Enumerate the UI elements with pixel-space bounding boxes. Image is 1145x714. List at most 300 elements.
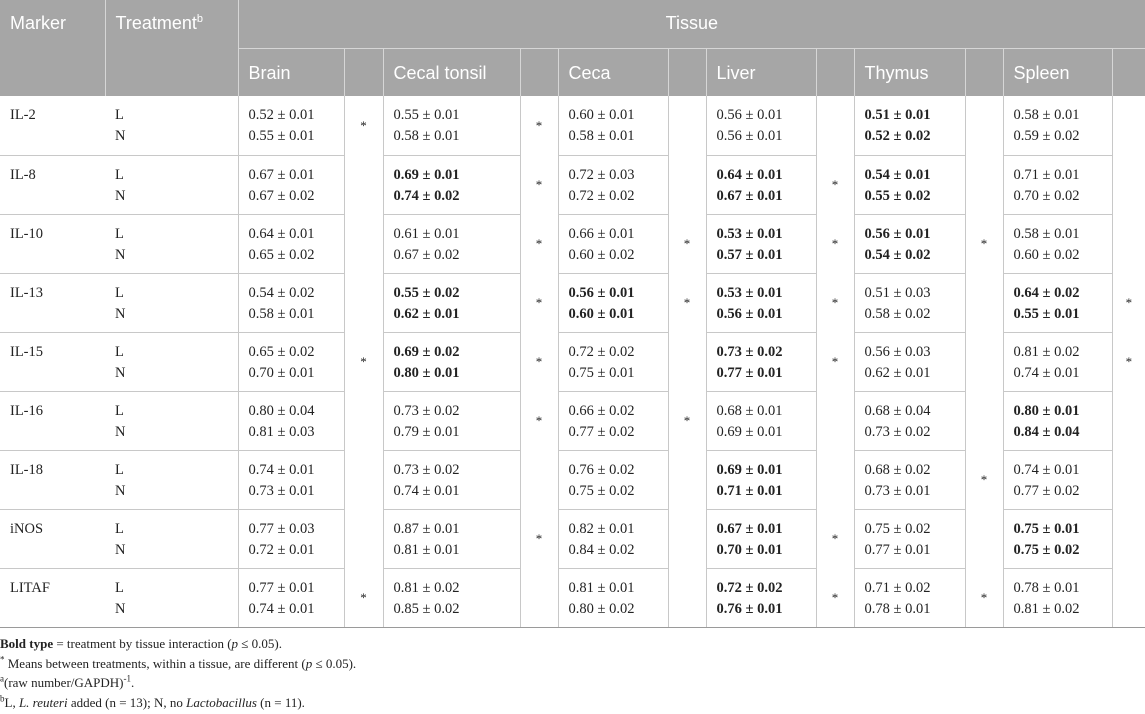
significance-cell [1112, 332, 1145, 391]
header-tissue: Tissue [238, 0, 1145, 48]
mean-se-value: 0.53 ± 0.01 [716, 225, 783, 242]
value-cell-spleen [1003, 568, 1112, 627]
footnote-a: $^a$(raw number/GAPDH)$^{-1}$. [0, 673, 135, 690]
header-treatment: Treatment$^b$ [105, 0, 238, 96]
value-cell-liver [706, 155, 816, 214]
significance-cell [520, 214, 558, 273]
significance-star: * [535, 236, 543, 251]
header-significance-spleen [1112, 48, 1145, 96]
significance-cell [520, 450, 558, 509]
treatment-cell [105, 391, 238, 450]
mean-se-value: 0.55 ± 0.01 [393, 107, 460, 123]
significance-cell [668, 450, 706, 509]
header-significance-thymus [965, 48, 1003, 96]
significance-cell [965, 332, 1003, 391]
significance-cell [344, 568, 383, 627]
table-row [0, 509, 1145, 568]
significance-star: * [360, 118, 367, 133]
mean-se-value: 0.69 ± 0.01 [716, 423, 783, 440]
treatment-label: N [115, 246, 126, 263]
header-significance-cecal-tonsil [520, 48, 558, 96]
value-cell-liver [706, 273, 816, 332]
treatment-cell [105, 273, 238, 332]
mean-se-value: 0.53 ± 0.01 [716, 284, 783, 301]
significance-cell [668, 96, 706, 155]
value-cell-cecal-tonsil [383, 568, 520, 627]
mean-se-value: 0.59 ± 0.02 [1013, 128, 1080, 144]
mean-se-value: 0.69 ± 0.01 [716, 461, 783, 478]
mean-se-value: 0.70 ± 0.02 [1013, 187, 1080, 204]
mean-se-value: 0.73 ± 0.02 [864, 423, 931, 440]
significance-cell [1112, 214, 1145, 273]
significance-cell [1112, 155, 1145, 214]
mean-se-value: 0.69 ± 0.02 [393, 343, 460, 360]
mean-se-value: 0.77 ± 0.02 [568, 423, 635, 440]
value-cell-brain [238, 273, 344, 332]
mean-se-value: 0.55 ± 0.01 [1013, 305, 1080, 322]
mean-se-value: 0.64 ± 0.01 [248, 225, 315, 242]
value-cell-spleen [1003, 450, 1112, 509]
mean-se-value: 0.80 ± 0.01 [393, 364, 460, 381]
mean-se-value: 0.73 ± 0.01 [248, 482, 315, 499]
significance-cell [965, 214, 1003, 273]
footnote-b-ref: b [196, 13, 203, 25]
significance-cell [344, 214, 383, 273]
value-cell-cecal-tonsil [383, 391, 520, 450]
treatment-label: L [115, 520, 124, 537]
header-significance-ceca [668, 48, 706, 96]
value-cell-cecal-tonsil [383, 509, 520, 568]
mean-se-value: 0.60 ± 0.01 [568, 107, 635, 123]
significance-cell [816, 214, 854, 273]
mean-se-value: 0.66 ± 0.02 [568, 402, 635, 419]
mean-se-value: 0.58 ± 0.01 [1013, 225, 1080, 242]
mean-se-value: 0.56 ± 0.01 [568, 284, 635, 301]
value-cell-thymus [854, 214, 965, 273]
marker-cell: iNOS [0, 509, 105, 568]
header-tissue-spleen: Spleen [1003, 48, 1112, 96]
value-cell-thymus [854, 155, 965, 214]
value-cell-brain [238, 568, 344, 627]
marker-cell: IL-16 [0, 391, 105, 450]
mean-se-value: 0.52 ± 0.01 [248, 107, 315, 123]
mean-se-value: 0.78 ± 0.01 [1013, 579, 1080, 596]
header-tissue-ceca: Ceca [558, 48, 668, 96]
treatment-label: N [115, 482, 126, 499]
value-cell-cecal-tonsil [383, 332, 520, 391]
value-cell-ceca [558, 391, 668, 450]
significance-star: * [535, 177, 543, 192]
significance-star: * [535, 413, 543, 428]
mean-se-value: 0.65 ± 0.02 [248, 246, 315, 263]
value-cell-liver [706, 509, 816, 568]
significance-cell [816, 155, 854, 214]
footnote-star: * Means between treatments, within a tissue, are different (p ≤ 0.05). [0, 654, 357, 671]
treatment-label: N [115, 423, 126, 440]
mean-se-value: 0.77 ± 0.03 [248, 520, 315, 537]
mean-se-value: 0.74 ± 0.02 [393, 187, 460, 204]
table-row [0, 96, 1145, 155]
marker-cell: IL-13 [0, 273, 105, 332]
table-row [0, 450, 1145, 509]
significance-cell [520, 391, 558, 450]
mean-se-value: 0.80 ± 0.01 [1013, 402, 1080, 419]
value-cell-thymus [854, 391, 965, 450]
significance-star: * [831, 354, 839, 369]
significance-star: * [683, 413, 691, 428]
significance-star: * [1125, 295, 1133, 310]
mean-se-value: 0.76 ± 0.01 [716, 600, 783, 617]
value-cell-ceca [558, 450, 668, 509]
value-cell-ceca [558, 214, 668, 273]
marker-cell: IL-18 [0, 450, 105, 509]
significance-star: * [360, 354, 367, 369]
marker-cell: IL-8 [0, 155, 105, 214]
value-cell-thymus [854, 450, 965, 509]
significance-star: * [535, 531, 543, 546]
footnote-b: $^b$L, L. reuteri added (n = 13); N, no Lactobacillus (n = 11). [0, 693, 305, 710]
mean-se-value: 0.73 ± 0.02 [393, 461, 460, 478]
significance-cell [816, 450, 854, 509]
treatment-label: N [115, 541, 126, 558]
mean-se-value: 0.82 ± 0.01 [568, 520, 635, 537]
value-cell-brain [238, 332, 344, 391]
mean-se-value: 0.84 ± 0.04 [1013, 423, 1080, 440]
mean-se-value: 0.81 ± 0.02 [1013, 600, 1080, 617]
mean-se-value: 0.72 ± 0.03 [568, 166, 635, 183]
value-cell-spleen [1003, 155, 1112, 214]
significance-star: * [683, 236, 691, 251]
mean-se-value: 0.87 ± 0.01 [393, 520, 460, 537]
marker-cell: IL-2 [0, 96, 105, 155]
treatment-cell [105, 214, 238, 273]
marker-cell: IL-15 [0, 332, 105, 391]
header-tissue-cecal-tonsil: Cecal tonsil [383, 48, 520, 96]
header-significance-liver [816, 48, 854, 96]
significance-cell [668, 214, 706, 273]
mean-se-value: 0.67 ± 0.01 [716, 187, 783, 204]
mean-se-value: 0.60 ± 0.01 [568, 305, 635, 322]
significance-star: * [360, 589, 367, 605]
treatment-cell [105, 96, 238, 155]
treatment-cell [105, 568, 238, 627]
mean-se-value: 0.58 ± 0.01 [248, 305, 315, 322]
mean-se-value: 0.80 ± 0.04 [248, 402, 315, 419]
significance-star: * [831, 177, 839, 192]
treatment-cell [105, 450, 238, 509]
mean-se-value: 0.74 ± 0.01 [1013, 364, 1080, 381]
value-cell-cecal-tonsil [383, 273, 520, 332]
significance-cell [344, 509, 383, 568]
treatment-label: L [115, 579, 124, 596]
value-cell-spleen [1003, 273, 1112, 332]
mean-se-value: 0.55 ± 0.02 [864, 187, 931, 204]
significance-cell [1112, 450, 1145, 509]
mean-se-value: 0.81 ± 0.01 [393, 541, 460, 558]
footnote-bold: Bold type = treatment by tissue interaction (p ≤ 0.05). [0, 636, 283, 651]
value-cell-ceca [558, 273, 668, 332]
value-cell-brain [238, 450, 344, 509]
mean-se-value: 0.56 ± 0.01 [864, 225, 931, 242]
mean-se-value: 0.56 ± 0.01 [716, 128, 783, 144]
significance-cell [668, 332, 706, 391]
significance-cell [816, 391, 854, 450]
treatment-label: L [115, 461, 124, 478]
treatment-cell [105, 332, 238, 391]
significance-cell [668, 509, 706, 568]
value-cell-brain [238, 155, 344, 214]
significance-cell [816, 332, 854, 391]
mean-se-value: 0.77 ± 0.01 [864, 541, 931, 558]
mean-se-value: 0.54 ± 0.01 [864, 166, 931, 183]
mean-se-value: 0.81 ± 0.02 [393, 579, 460, 596]
value-cell-liver [706, 568, 816, 627]
value-cell-ceca [558, 96, 668, 155]
mean-se-value: 0.65 ± 0.02 [248, 343, 315, 360]
mean-se-value: 0.58 ± 0.01 [393, 128, 460, 144]
significance-star: * [980, 472, 988, 487]
mean-se-value: 0.66 ± 0.01 [568, 225, 635, 242]
mean-se-value: 0.58 ± 0.02 [864, 305, 931, 322]
mean-se-value: 0.67 ± 0.01 [716, 520, 783, 537]
table-row [0, 332, 1145, 391]
mean-se-value: 0.81 ± 0.02 [1013, 343, 1080, 360]
value-cell-spleen [1003, 509, 1112, 568]
value-cell-cecal-tonsil [383, 96, 520, 155]
table-row [0, 568, 1145, 627]
significance-cell [1112, 568, 1145, 627]
header-tissue-liver: Liver [706, 48, 816, 96]
mean-se-value: 0.68 ± 0.04 [864, 402, 931, 419]
significance-star: * [831, 295, 839, 310]
significance-cell [520, 155, 558, 214]
mean-se-value: 0.64 ± 0.01 [716, 166, 783, 183]
significance-cell [816, 273, 854, 332]
mean-se-value: 0.85 ± 0.02 [393, 600, 460, 617]
value-cell-liver [706, 214, 816, 273]
mean-se-value: 0.52 ± 0.02 [864, 128, 931, 144]
value-cell-brain [238, 391, 344, 450]
mean-se-value: 0.64 ± 0.02 [1013, 284, 1080, 301]
mean-se-value: 0.68 ± 0.01 [716, 402, 783, 419]
significance-star: * [831, 236, 839, 251]
significance-cell [668, 155, 706, 214]
mean-se-value: 0.71 ± 0.01 [716, 482, 783, 499]
mean-se-value: 0.60 ± 0.02 [568, 246, 635, 263]
mean-se-value: 0.70 ± 0.01 [248, 364, 315, 381]
significance-cell [520, 332, 558, 391]
mean-se-value: 0.55 ± 0.02 [393, 284, 460, 301]
mean-se-value: 0.67 ± 0.02 [248, 187, 315, 204]
significance-cell [344, 391, 383, 450]
mean-se-value: 0.67 ± 0.01 [248, 166, 315, 183]
treatment-label: L [115, 343, 124, 360]
mean-se-value: 0.81 ± 0.03 [248, 423, 315, 440]
value-cell-spleen [1003, 391, 1112, 450]
treatment-label: N [115, 187, 126, 204]
value-cell-liver [706, 391, 816, 450]
mean-se-value: 0.78 ± 0.01 [864, 600, 931, 617]
mean-se-value: 0.75 ± 0.02 [568, 482, 635, 499]
significance-cell [965, 568, 1003, 627]
significance-cell [344, 273, 383, 332]
significance-cell [965, 155, 1003, 214]
significance-cell [965, 450, 1003, 509]
mean-se-value: 0.72 ± 0.02 [568, 343, 635, 360]
table-row [0, 391, 1145, 450]
mean-se-value: 0.56 ± 0.01 [716, 107, 783, 123]
significance-cell [668, 273, 706, 332]
significance-cell [816, 568, 854, 627]
mean-se-value: 0.75 ± 0.02 [1013, 541, 1080, 558]
treatment-label: L [115, 225, 124, 242]
significance-star: * [1125, 354, 1133, 369]
significance-cell [344, 450, 383, 509]
significance-star: * [683, 295, 691, 310]
mean-se-value: 0.57 ± 0.01 [716, 246, 783, 263]
significance-cell [965, 509, 1003, 568]
value-cell-thymus [854, 332, 965, 391]
mean-se-value: 0.54 ± 0.02 [864, 246, 931, 263]
table-row [0, 273, 1145, 332]
mean-se-value: 0.79 ± 0.01 [393, 423, 460, 440]
mean-se-value: 0.77 ± 0.01 [248, 579, 315, 596]
mean-se-value: 0.56 ± 0.03 [864, 343, 931, 360]
significance-cell [965, 273, 1003, 332]
mean-se-value: 0.60 ± 0.02 [1013, 246, 1080, 263]
header-tissue-thymus: Thymus [854, 48, 965, 96]
significance-cell [816, 509, 854, 568]
significance-cell [1112, 391, 1145, 450]
value-cell-spleen [1003, 96, 1112, 155]
value-cell-liver [706, 96, 816, 155]
significance-cell [344, 332, 383, 391]
significance-cell [816, 96, 854, 155]
treatment-label: L [115, 284, 124, 301]
significance-star: * [831, 531, 839, 546]
treatment-cell [105, 155, 238, 214]
mean-se-value: 0.69 ± 0.01 [393, 166, 460, 183]
mean-se-value: 0.73 ± 0.02 [716, 343, 783, 360]
treatment-label: L [115, 107, 124, 123]
significance-cell [668, 391, 706, 450]
significance-star: * [831, 589, 839, 605]
mean-se-value: 0.71 ± 0.02 [864, 579, 931, 596]
value-cell-cecal-tonsil [383, 450, 520, 509]
value-cell-liver [706, 332, 816, 391]
mean-se-value: 0.55 ± 0.01 [248, 128, 315, 144]
mean-se-value: 0.73 ± 0.01 [864, 482, 931, 499]
significance-star: * [980, 589, 988, 605]
mean-se-value: 0.74 ± 0.01 [248, 600, 315, 617]
treatment-label: N [115, 128, 126, 144]
treatment-label: N [115, 364, 126, 381]
significance-star: * [980, 236, 988, 251]
significance-cell [1112, 273, 1145, 332]
significance-star: * [535, 354, 543, 369]
mean-se-value: 0.67 ± 0.02 [393, 246, 460, 263]
mean-se-value: 0.74 ± 0.01 [248, 461, 315, 478]
treatment-label: N [115, 305, 126, 322]
header-marker: Marker [0, 0, 105, 96]
significance-star: * [535, 295, 543, 310]
mean-se-value: 0.54 ± 0.02 [248, 284, 315, 301]
treatment-cell [105, 509, 238, 568]
mean-se-value: 0.80 ± 0.02 [568, 600, 635, 617]
significance-cell [965, 391, 1003, 450]
significance-cell [344, 155, 383, 214]
treatment-label: L [115, 402, 124, 419]
mean-se-value: 0.75 ± 0.01 [1013, 520, 1080, 537]
value-cell-cecal-tonsil [383, 214, 520, 273]
mean-se-value: 0.73 ± 0.02 [393, 402, 460, 419]
mean-se-value: 0.72 ± 0.02 [568, 187, 635, 204]
mean-se-value: 0.72 ± 0.01 [248, 541, 315, 558]
mean-se-value: 0.74 ± 0.01 [393, 482, 460, 499]
mean-se-value: 0.75 ± 0.02 [864, 520, 931, 537]
treatment-label: L [115, 166, 124, 183]
marker-cell: LITAF [0, 568, 105, 627]
significance-cell [965, 96, 1003, 155]
significance-cell [520, 96, 558, 155]
value-cell-spleen [1003, 332, 1112, 391]
value-cell-thymus [854, 273, 965, 332]
significance-cell [520, 509, 558, 568]
mean-se-value: 0.81 ± 0.01 [568, 579, 635, 596]
mean-se-value: 0.51 ± 0.03 [864, 284, 931, 301]
mean-se-value: 0.61 ± 0.01 [393, 225, 460, 242]
value-cell-ceca [558, 332, 668, 391]
value-cell-liver [706, 450, 816, 509]
value-cell-ceca [558, 509, 668, 568]
mean-se-value: 0.51 ± 0.01 [864, 107, 931, 123]
mean-se-value: 0.71 ± 0.01 [1013, 166, 1080, 183]
header-tissue-brain: Brain [238, 48, 344, 96]
value-cell-thymus [854, 96, 965, 155]
mean-se-value: 0.72 ± 0.02 [716, 579, 783, 596]
mean-se-value: 0.56 ± 0.01 [716, 305, 783, 322]
mean-se-value: 0.70 ± 0.01 [716, 541, 783, 558]
mean-se-value: 0.74 ± 0.01 [1013, 461, 1080, 478]
mean-se-value: 0.62 ± 0.01 [393, 305, 460, 322]
value-cell-ceca [558, 568, 668, 627]
value-cell-brain [238, 214, 344, 273]
value-cell-cecal-tonsil [383, 155, 520, 214]
significance-star: * [535, 118, 543, 133]
table-row [0, 155, 1145, 214]
header-significance-brain [344, 48, 383, 96]
significance-cell [668, 568, 706, 627]
significance-cell [1112, 509, 1145, 568]
mean-se-value: 0.68 ± 0.02 [864, 461, 931, 478]
mean-se-value: 0.58 ± 0.01 [568, 128, 635, 144]
mean-se-value: 0.58 ± 0.01 [1013, 107, 1080, 123]
table-row [0, 214, 1145, 273]
value-cell-thymus [854, 509, 965, 568]
value-cell-brain [238, 509, 344, 568]
value-cell-thymus [854, 568, 965, 627]
mean-se-value: 0.62 ± 0.01 [864, 364, 931, 381]
marker-cell: IL-10 [0, 214, 105, 273]
significance-cell [344, 96, 383, 155]
mean-se-value: 0.77 ± 0.02 [1013, 482, 1080, 499]
table-footnotes [0, 634, 1145, 712]
mean-se-value: 0.77 ± 0.01 [716, 364, 783, 381]
value-cell-ceca [558, 155, 668, 214]
mean-se-value: 0.84 ± 0.02 [568, 541, 635, 558]
value-cell-spleen [1003, 214, 1112, 273]
significance-cell [1112, 96, 1145, 155]
